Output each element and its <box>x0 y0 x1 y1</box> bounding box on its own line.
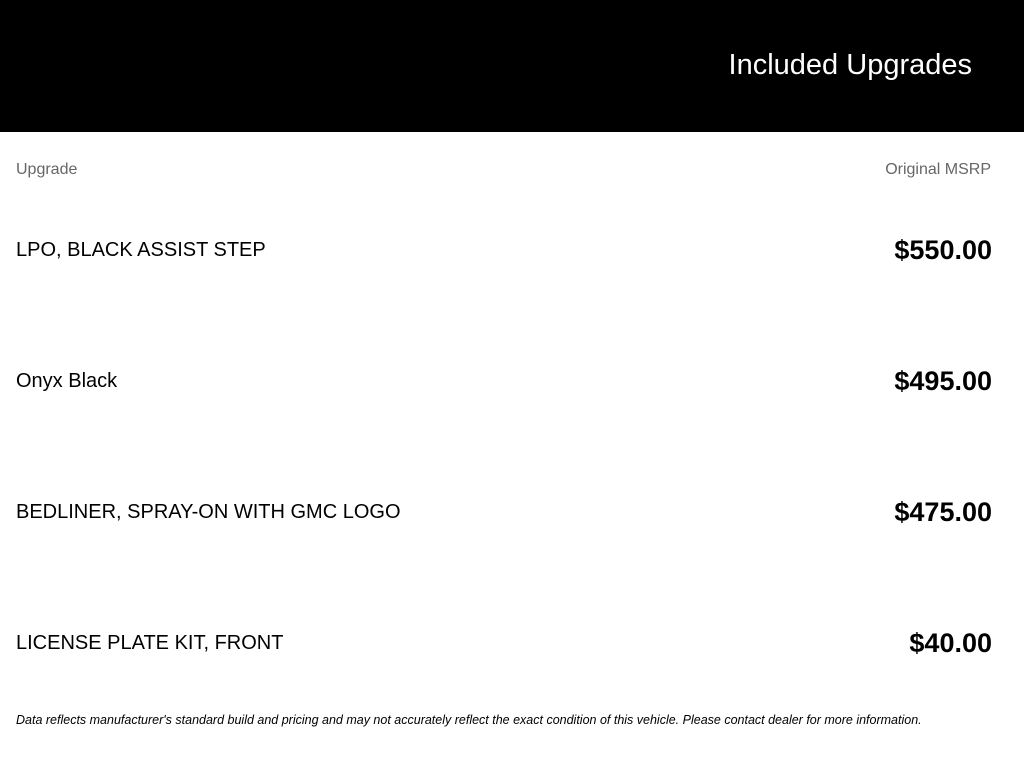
upgrade-name: BEDLINER, SPRAY-ON WITH GMC LOGO <box>16 501 401 523</box>
upgrade-price: $550.00 <box>894 235 992 265</box>
upgrade-name: LPO, BLACK ASSIST STEP <box>16 239 266 261</box>
column-header-upgrade: Upgrade <box>16 161 78 178</box>
table-row <box>0 220 1024 280</box>
upgrade-price: $40.00 <box>909 628 992 658</box>
upgrade-name: LICENSE PLATE KIT, FRONT <box>16 632 284 654</box>
upgrade-name: Onyx Black <box>16 370 118 392</box>
table-row <box>0 613 1024 673</box>
upgrade-price: $475.00 <box>894 497 992 527</box>
disclaimer-text: Data reflects manufacturer's standard build and pricing and may not accurately reflect the exact condition of this vehicle. Please contact dealer for more information. <box>16 713 922 727</box>
column-header-msrp: Original MSRP <box>885 161 991 178</box>
header-bar <box>0 0 1024 132</box>
upgrade-price: $495.00 <box>894 366 992 396</box>
table-row <box>0 351 1024 411</box>
page-title: Included Upgrades <box>728 49 972 81</box>
table-row <box>0 482 1024 542</box>
